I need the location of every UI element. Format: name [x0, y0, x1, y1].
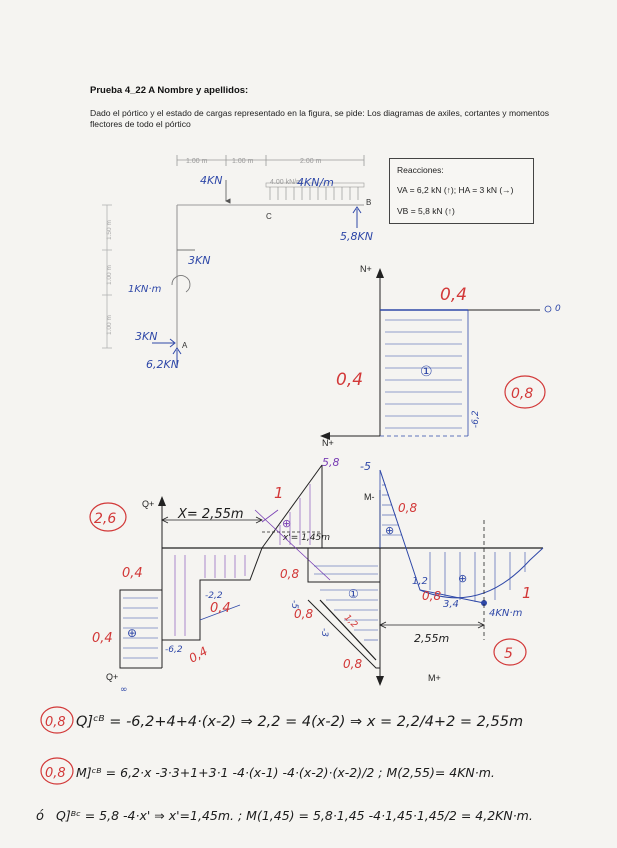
shear-val-m22: -2,2 — [205, 591, 223, 601]
axial-grade: 0,8 — [511, 386, 534, 402]
equation-3-prefix: ó — [36, 809, 44, 824]
shear-diagram — [90, 456, 380, 695]
moment-val-12: 1,2 — [412, 576, 428, 587]
eq-grade-1: 0,8 — [45, 715, 66, 730]
shear-val-m3: -3 — [319, 628, 329, 637]
moment-m-plus: M+ — [428, 673, 441, 683]
moment-dim: 2,55m — [414, 632, 450, 645]
axial-end-zero: 0 — [555, 304, 561, 314]
shear-val-04-a: 0,4 — [122, 566, 143, 581]
exam-title: Prueba 4_22 A Nombre y apellidos: — [90, 85, 249, 96]
shear-q-plus-top: Q+ — [142, 499, 155, 509]
load-3kn-base-label: 3KN — [135, 330, 158, 343]
shear-x-label: X= 2,55m — [178, 507, 244, 522]
reaction-b-label: 5,8KN — [340, 230, 373, 243]
shear-val-04-b: 0,4 — [92, 631, 113, 646]
moment-grade: 5 — [504, 646, 513, 662]
shear-mark-1: 1 — [274, 484, 284, 502]
shear-x-prime: x'= 1,45m — [283, 533, 331, 543]
shear-val-08-c: 0,8 — [343, 657, 363, 671]
node-b-label: B — [366, 198, 372, 207]
reaction-a-label: 6,2KN — [146, 358, 179, 371]
vdim-label-1: 1.50 m — [106, 220, 113, 240]
moment-max-value: 4KN·m — [489, 608, 523, 619]
reactions-line-a: VA = 6,2 kN (↑); HA = 3 kN (→) — [397, 185, 514, 195]
axial-diagram — [320, 264, 561, 448]
moment-val-34: 3,4 — [443, 599, 459, 610]
shear-val-m5: -5 — [289, 600, 299, 609]
moment-m-minus: M- — [364, 492, 375, 502]
moment-mark-1: 1 — [522, 584, 532, 602]
dim-label-3: 2.00 m — [300, 158, 322, 165]
shear-plus-2: ⊕ — [282, 517, 292, 530]
vdim-label-3: 1.00 m — [106, 315, 113, 335]
equation-1: Q]ᶜᴮ = -6,2+4+4·(x-2) ⇒ 2,2 = 4(x-2) ⇒ x = 2,2/4+2 = 2,55m — [76, 714, 524, 730]
reactions-heading: Reacciones: — [397, 165, 444, 175]
load-3kn-label: 3KN — [188, 254, 211, 267]
shear-grade: 2,6 — [94, 511, 117, 527]
moment-diagram — [360, 460, 543, 686]
dist-load-handwritten-label: 4KN/m — [297, 176, 334, 189]
dim-label-1: 1.00 m — [186, 158, 208, 165]
moment-plus-col: ⊕ — [385, 524, 395, 537]
axial-n-plus-top: N+ — [360, 264, 372, 274]
shear-plus-1: ⊕ — [127, 626, 138, 640]
shear-val-04-c: 0,4 — [210, 601, 231, 616]
axial-right-value: -6,2 — [471, 410, 481, 428]
equation-2: M]ᶜᴮ = 6,2·x -3·3+1+3·1 -4·(x-1) -4·(x-2)·(x-2)/2 ; M(2,55)= 4KN·m. — [76, 765, 495, 780]
moment-grade-a: 0,8 — [398, 501, 418, 515]
shear-val-08-b: 0,8 — [294, 607, 314, 621]
node-c-label: C — [266, 212, 272, 221]
vdim-label-2: 1.00 m — [106, 265, 113, 285]
node-a-label: A — [182, 341, 188, 350]
equation-3: Q]ᴮᶜ = 5,8 -4·x' ⇒ x'=1,45m. ; M(1,45) = 5,8·1,45 -4·1,45·1,45/2 = 4,2KN·m. — [56, 808, 533, 823]
moment-plus-beam: ⊕ — [458, 572, 468, 585]
axial-left-value: 0,4 — [336, 370, 364, 390]
axial-top-value: 0,4 — [440, 285, 468, 305]
load-4kn-label: 4KN — [200, 174, 223, 187]
axial-region-label: ① — [420, 364, 433, 380]
frame-figure — [102, 155, 373, 371]
shear-mark: ∞ — [120, 685, 128, 695]
moment-val-08: 0,8 — [422, 589, 442, 603]
axial-n-plus-bottom: N+ — [322, 438, 334, 448]
reactions-line-b: VB = 5,8 kN (↑) — [397, 206, 455, 216]
problem-statement: Dado el pórtico y el estado de cargas representado en la figura, se pide: Los diagramas de axiles, cortantes y momentos flectores de todo el pórtico — [90, 108, 550, 129]
dist-load-printed-label: 4.00 kN/m — [270, 179, 302, 186]
shear-top-value: 5,8 — [322, 456, 340, 469]
dim-label-2: 1.00 m — [232, 158, 254, 165]
shear-val-08-a: 0,8 — [280, 567, 300, 581]
moment-val-m5: -5 — [360, 460, 371, 473]
moment-1knm-label: 1KN·m — [128, 284, 162, 295]
shear-q-plus-bottom: Q+ — [106, 672, 119, 682]
shear-circle-1: ① — [348, 587, 359, 601]
shear-val-m62: -6,2 — [165, 645, 183, 655]
shear-val-12: 1,2 — [341, 613, 360, 631]
eq-grade-2: 0,8 — [45, 766, 66, 781]
equations — [36, 707, 533, 824]
shear-val-04-d: 0,4 — [186, 643, 211, 666]
